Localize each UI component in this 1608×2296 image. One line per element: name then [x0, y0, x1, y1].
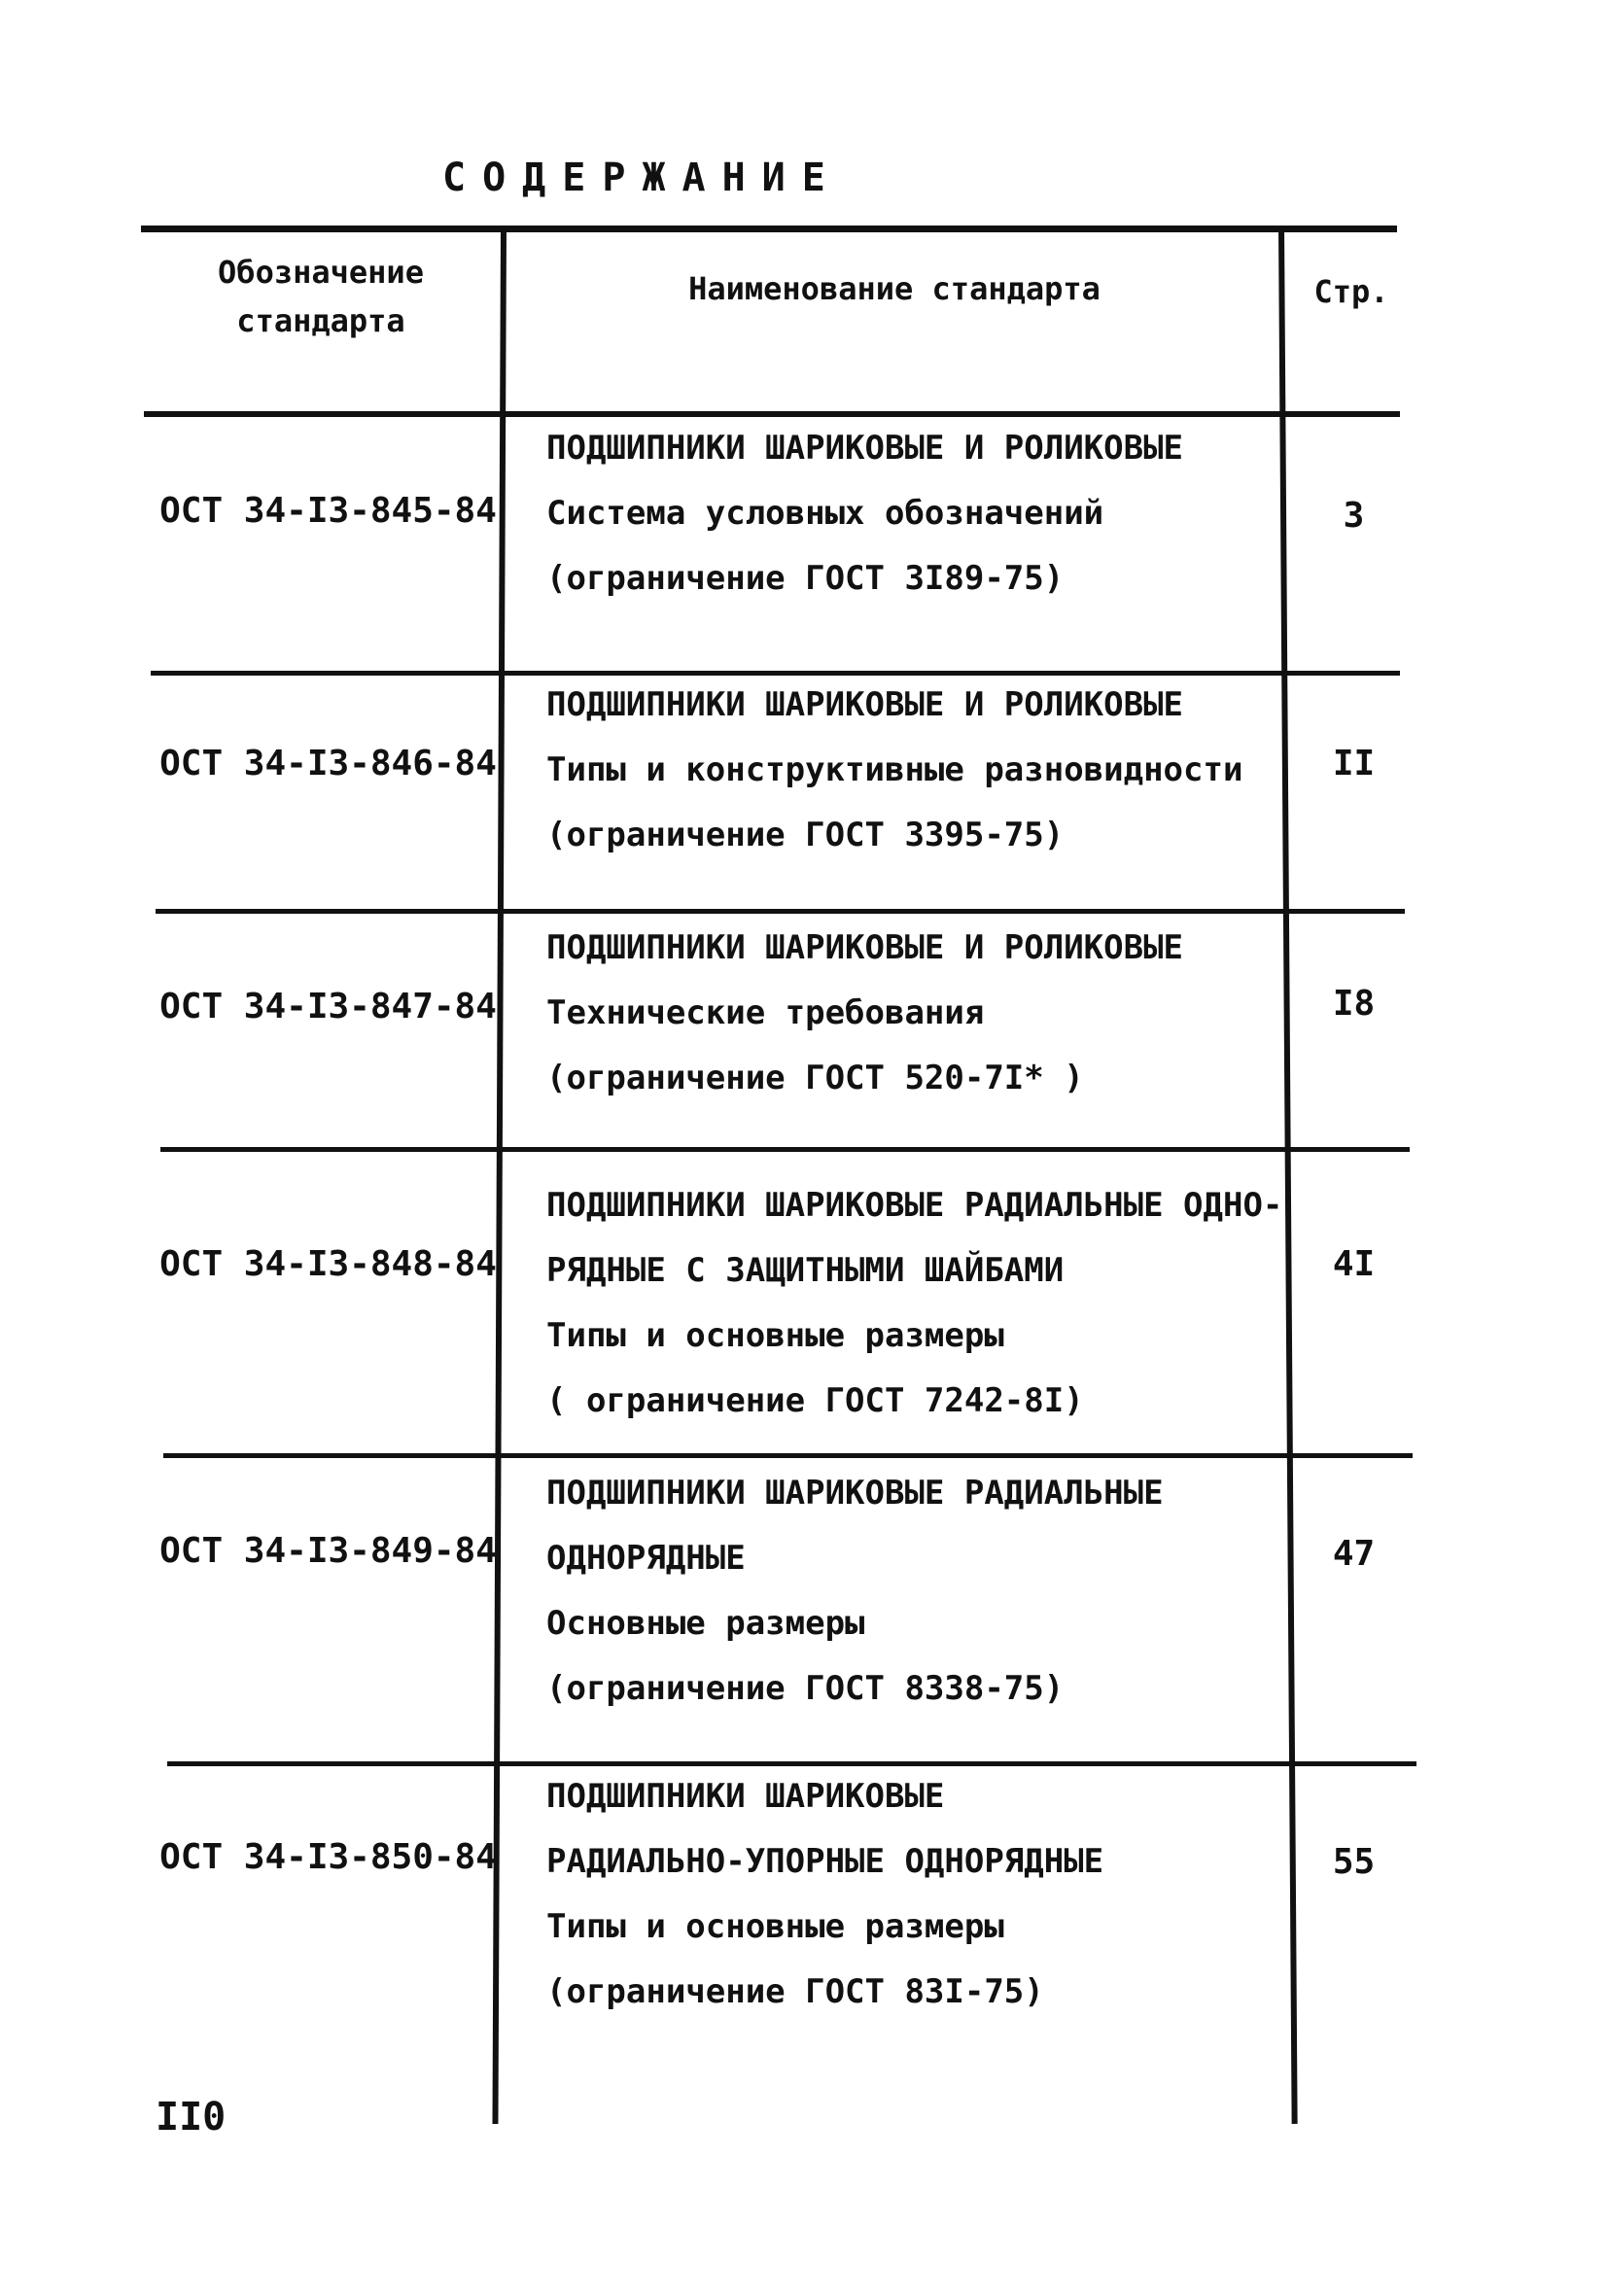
row-name-line: ПОДШИПНИКИ ШАРИКОВЫЕ РАДИАЛЬНЫЕ [546, 1474, 1164, 1513]
row-name [546, 1461, 1285, 1722]
row-code: ОСТ 34-I3-846-84 [159, 744, 497, 783]
row-code: ОСТ 34-I3-850-84 [159, 1837, 497, 1877]
row-page: 3 [1343, 496, 1365, 536]
row-name-line: ОДНОРЯДНЫЕ [546, 1539, 746, 1578]
row-name-line: (ограничение ГОСТ 3395-75) [546, 816, 1065, 854]
document-title: СОДЕРЖАНИЕ [442, 156, 842, 200]
row-code: ОСТ 34-I3-847-84 [159, 987, 497, 1026]
row-code: ОСТ 34-I3-845-84 [159, 491, 497, 531]
row-name [546, 1764, 1285, 2025]
row-page: 4I [1332, 1244, 1376, 1284]
row-page: 55 [1332, 1842, 1376, 1882]
row-code: ОСТ 34-I3-848-84 [159, 1244, 497, 1284]
row-name-line: Типы и основные размеры [546, 1316, 1004, 1355]
row-name-line: Типы и основные размеры [546, 1907, 1004, 1946]
row-name-line: ПОДШИПНИКИ ШАРИКОВЫЕ И РОЛИКОВЫЕ [546, 685, 1184, 724]
header-designation-line: стандарта [236, 302, 405, 339]
row-name [546, 1173, 1285, 1434]
header-designation [146, 248, 496, 345]
row-name [546, 916, 1285, 1111]
row-name-line: Система условных обозначений [546, 494, 1104, 533]
header-designation-line: Обозначение [218, 254, 424, 291]
row-name [546, 673, 1285, 868]
row-name-line: (ограничение ГОСТ 8338-75) [546, 1669, 1065, 1708]
row-name-line: (ограничение ГОСТ 520-7I* ) [546, 1059, 1084, 1097]
header-name: Наименование стандарта [688, 270, 1101, 307]
row-name-line: ПОДШИПНИКИ ШАРИКОВЫЕ РАДИАЛЬНЫЕ ОДНО- [546, 1186, 1283, 1225]
row-name-line: (ограничение ГОСТ 3I89-75) [546, 559, 1065, 598]
row-page: II [1332, 744, 1376, 783]
row-page: 47 [1332, 1534, 1376, 1574]
row-divider [160, 1147, 1410, 1152]
row-name [546, 416, 1285, 611]
row-name-line: РЯДНЫЕ С ЗАЩИТНЫМИ ШАЙБАМИ [546, 1251, 1065, 1290]
row-name-line: ПОДШИПНИКИ ШАРИКОВЫЕ [546, 1777, 945, 1816]
row-name-line: Основные размеры [546, 1604, 865, 1643]
row-name-line: ( ограничение ГОСТ 7242-8I) [546, 1381, 1084, 1420]
row-name-line: ПОДШИПНИКИ ШАРИКОВЫЕ И РОЛИКОВЫЕ [546, 429, 1184, 468]
row-name-line: Типы и конструктивные разновидности [546, 750, 1243, 789]
row-code: ОСТ 34-I3-849-84 [159, 1531, 497, 1571]
page-number: II0 [156, 2095, 227, 2139]
row-page: I8 [1332, 984, 1376, 1024]
table-top-rule [141, 226, 1397, 232]
row-name-line: РАДИАЛЬНО-УПОРНЫЕ ОДНОРЯДНЫЕ [546, 1842, 1104, 1881]
row-name-line: (ограничение ГОСТ 83I-75) [546, 1972, 1044, 2011]
row-name-line: ПОДШИПНИКИ ШАРИКОВЫЕ И РОЛИКОВЫЕ [546, 928, 1184, 967]
row-divider [156, 909, 1405, 914]
row-name-line: Технические требования [546, 993, 985, 1032]
row-divider [163, 1453, 1413, 1458]
header-page: Стр. [1313, 273, 1389, 310]
